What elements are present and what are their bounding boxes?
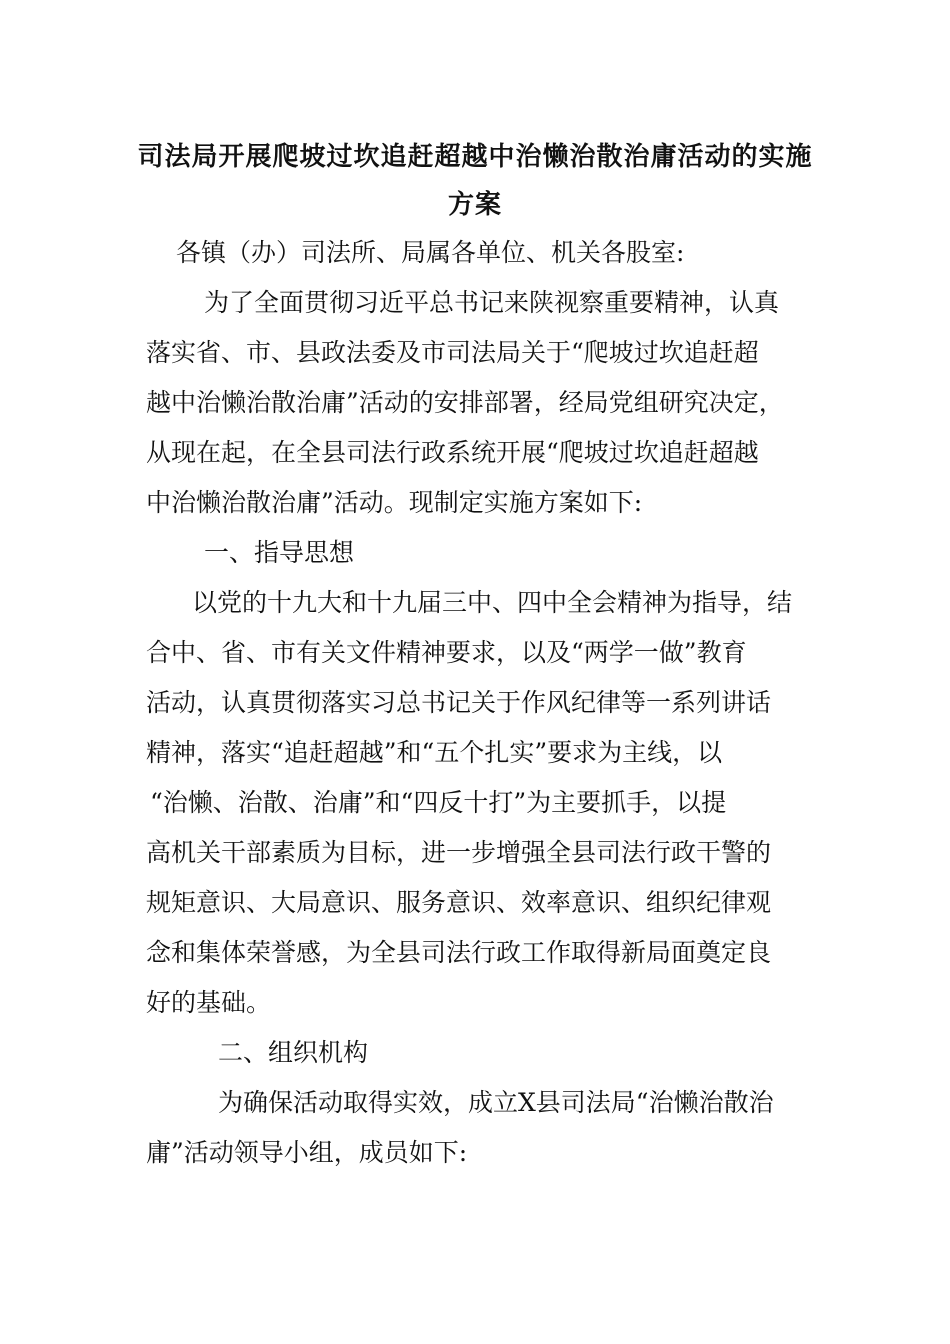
document-title-line-2: 方案 <box>447 190 502 220</box>
intro-line: 越中治懒治散治庸”活动的安排部署，经局党组研究决定， <box>146 388 784 417</box>
body-line: 以党的十九大和十九届三中、四中全会精神为指导，结 <box>192 588 793 617</box>
body-line: 精神，落实“追赶超越”和“五个扎实”要求为主线，以 <box>146 738 723 767</box>
intro-line: 落实省、市、县政法委及市司法局关于“爬坡过坎追赶超 <box>146 338 759 367</box>
document-title-line-1: 司法局开展爬坡过坎追赶超越中治懒治散治庸活动的实施 <box>137 142 813 172</box>
body-line: “治懒、治散、治庸”和“四反十打”为主要抓手，以提 <box>150 788 727 817</box>
body-line: 庸”活动领导小组，成员如下: <box>146 1138 468 1167</box>
body-line: 好的基础。 <box>146 988 272 1017</box>
section-heading-guiding-ideology: 一、指导思想 <box>204 538 355 567</box>
body-line: 合中、省、市有关文件精神要求，以及“两学一做”教育 <box>146 638 747 667</box>
intro-line: 中治懒治散治庸”活动。现制定实施方案如下: <box>146 488 643 517</box>
body-line: 念和集体荣誉感，为全县司法行政工作取得新局面奠定良 <box>146 938 772 967</box>
body-line: 规矩意识、大局意识、服务意识、效率意识、组织纪律观 <box>146 888 772 917</box>
body-line: 高机关干部素质为目标，进一步增强全县司法行政干警的 <box>146 838 772 867</box>
salutation: 各镇（办）司法所、局属各单位、机关各股室: <box>176 238 685 267</box>
body-line: 活动，认真贯彻落实习总书记关于作风纪律等一系列讲话 <box>146 688 772 717</box>
body-line: 为确保活动取得实效，成立X县司法局“治懒治散治 <box>218 1088 774 1117</box>
section-heading-organization: 二、组织机构 <box>218 1038 369 1067</box>
intro-line: 从现在起，在全县司法行政系统开展“爬坡过坎追赶超越 <box>146 438 759 467</box>
intro-line: 为了全面贯彻习近平总书记来陕视察重要精神，认真 <box>204 288 780 317</box>
